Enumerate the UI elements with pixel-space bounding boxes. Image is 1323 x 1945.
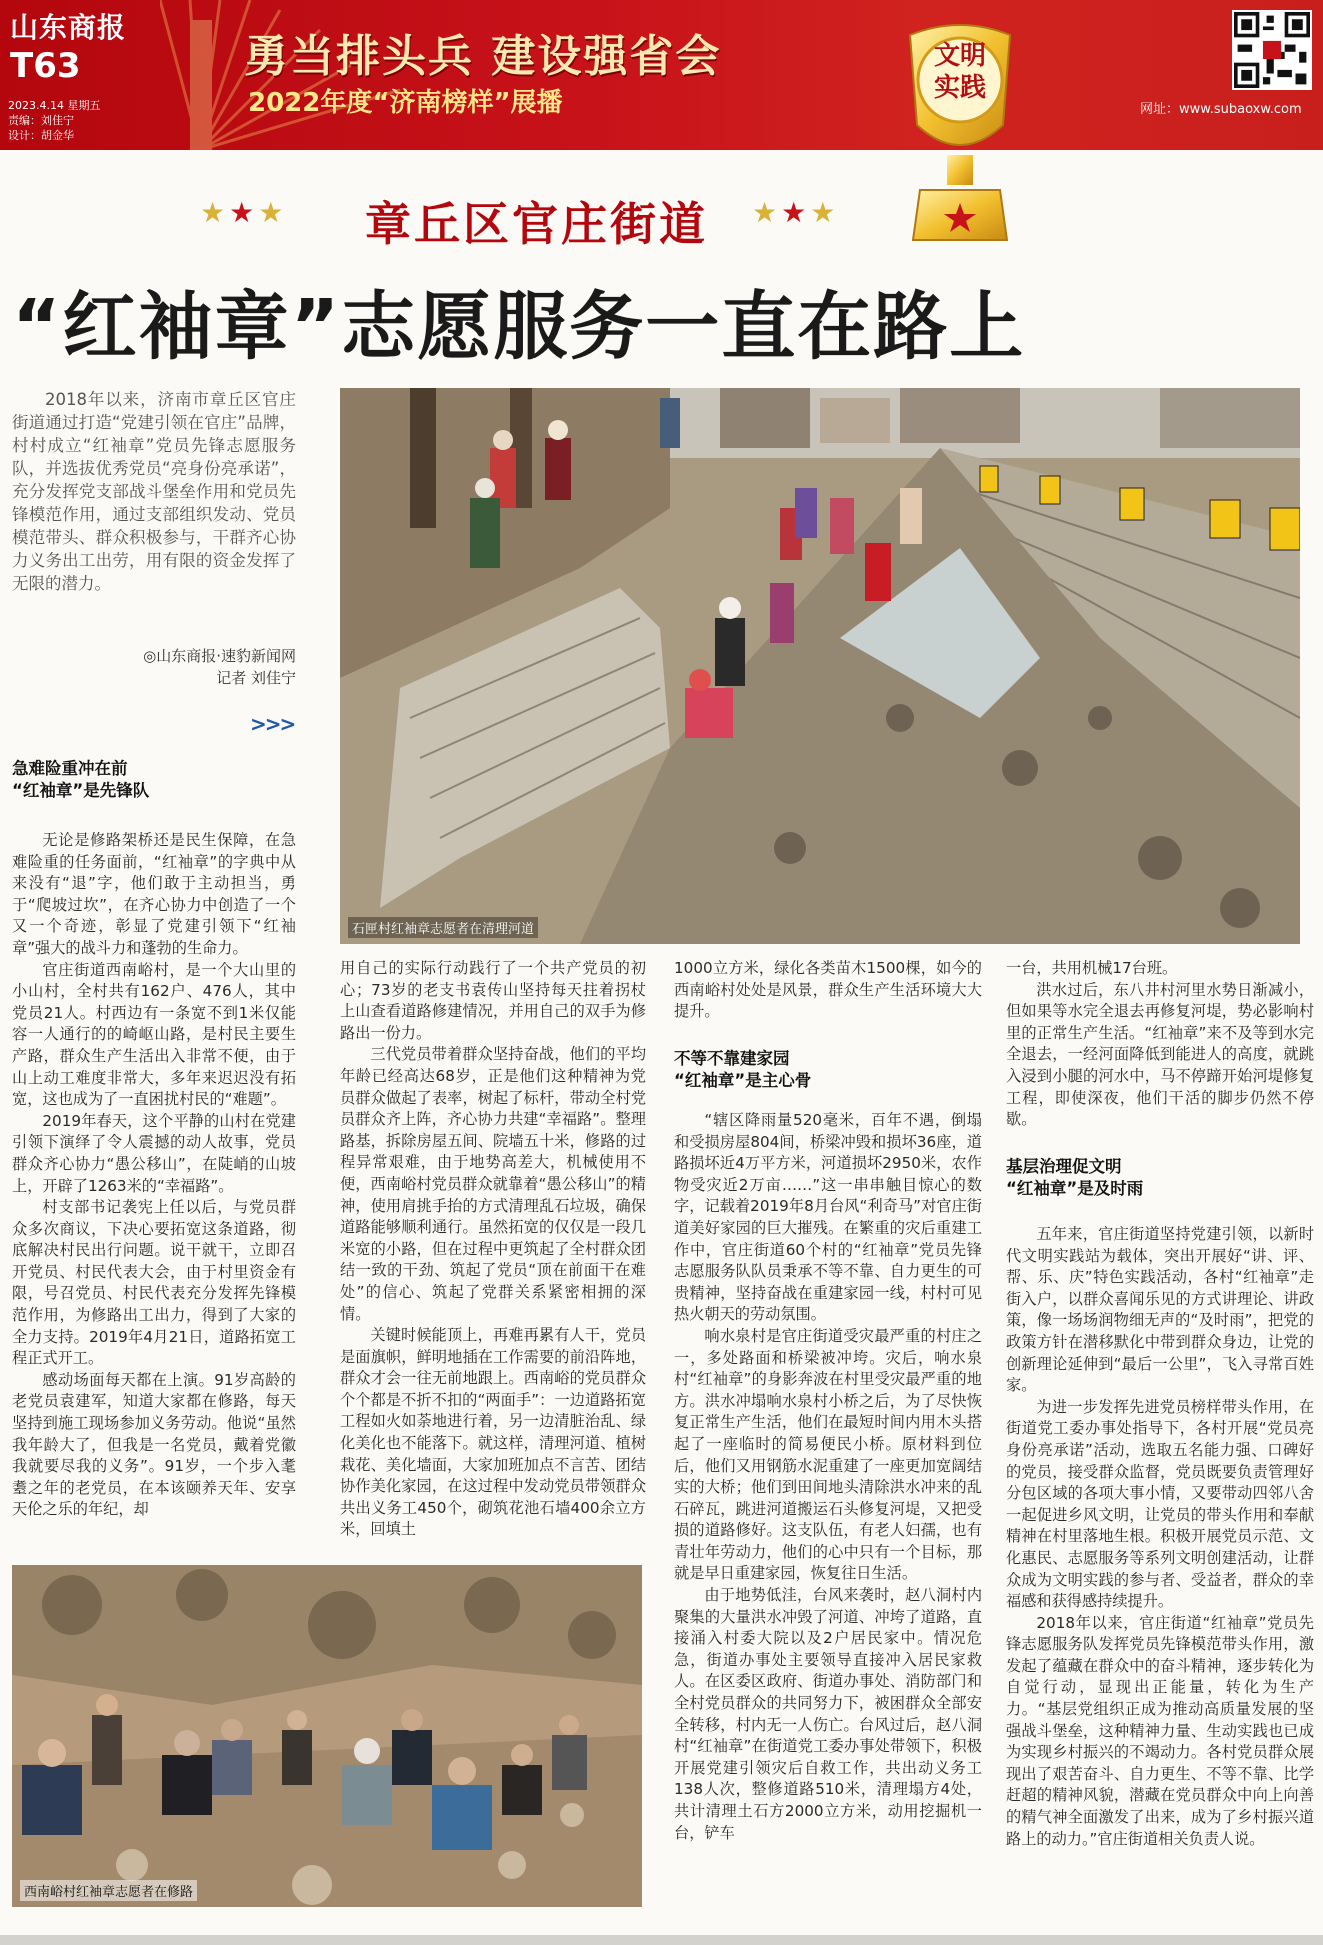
- byline-source: ◎山东商报·速豹新闻网: [143, 647, 296, 665]
- section-heading-1-line-2: “红袖章”是先锋队: [12, 781, 150, 800]
- column-4-text-continued: [1006, 1224, 1314, 1850]
- road-building-photo: [12, 1565, 642, 1907]
- byline: [12, 645, 296, 689]
- column-4-text: [1006, 958, 1314, 1131]
- paragraph: 感动场面每天都在上演。91岁高龄的老党员袁建军，知道大家都在修路，每天坚持到施工现场参加义务劳动。他说“虽然我年龄大了，但我是一名党员，戴着党徽我就要尽我的义务”。91岁，一个步入耄耋之年的老党员，在本该颐养天年、安享天伦之乐的年纪，却: [12, 1370, 296, 1519]
- lead-paragraph: [12, 388, 296, 595]
- page-bottom-border: [0, 1935, 1323, 1945]
- section-heading-1-line-1: 急难险重冲在前: [12, 759, 128, 778]
- bottom-photo-caption: 西南峪村红袖章志愿者在修路: [20, 1880, 197, 1901]
- section-heading-3-line-2: “红袖章”是及时雨: [1006, 1179, 1144, 1198]
- headline: “红袖章”志愿服务一直在路上: [12, 284, 1026, 370]
- editor-credit: 责编：刘佳宁: [8, 114, 74, 127]
- paragraph: 1000立方米，绿化各类苗木1500棵，如今的西南峪村处处是风景，群众生产生活环境大大提升。: [674, 959, 982, 1021]
- column-2-text: [340, 958, 646, 1541]
- page-number: T63: [10, 46, 81, 86]
- paragraph: 响水泉村是官庄街道受灾最严重的村庄之一，多处路面和桥梁被冲垮。灾后，响水泉村“红袖章”的身影奔波在村里受灾最严重的地方。洪水冲塌响水泉村小桥之后，为了尽快恢复正常生产生活，他们在最短时间内用木头搭起了一座临时的简易便民小桥。原材料到位后，他们又用钢筋水泥重建了一座更加宽阔结实的大桥；他们到田间地头清除洪水冲来的乱石碎瓦，跳进河道搬运石头修复河堤，又把受损的道路修好。这支队伍，有老人妇孺，也有青壮年劳动力，他们的心中只有一个目标，那就是早日重建家园，恢复往日生活。: [674, 1326, 982, 1583]
- section-title: 章丘区官庄街道: [365, 197, 708, 251]
- byline-reporter: 记者 刘佳宁: [216, 669, 296, 687]
- paragraph: 无论是修路架桥还是民生保障，在急难险重的任务面前，“红袖章”的字典中从来没有“退”字，他们敢于主动担当，勇于“爬坡过坎”，在齐心协力中创造了一个又一个奇迹，彰显了党建引领下“红袖章”强大的战斗力和蓬勃的生命力。: [12, 831, 296, 957]
- decorative-stars-right: ★★★: [752, 196, 840, 229]
- website-link[interactable]: 网址：www.subaoxw.com: [1140, 102, 1302, 117]
- paragraph: 一台，共用机械17台班。: [1006, 959, 1178, 977]
- paragraph: 由于地势低洼，台风来袭时，赵八洞村内聚集的大量洪水冲毁了河道、冲垮了道路，直接涌入村委大院以及2户居民家中。情况危急，街道办事处主要领导直接冲入居民家救人。在区委区政府、街道办事处、消防部门和全村党员群众的共同努力下，被困群众全部安全转移，村内无一人伤亡。台风过后，赵八洞村“红袖章”在街道党工委办事处带领下，积极开展党建引领灾后自救工作，共出动义务工138人次，整修道路510米，清理塌方4处，共计清理土石方2000立方米，动用挖掘机一台，铲车: [674, 1586, 982, 1842]
- badge-line-1: 文明: [933, 41, 986, 71]
- paragraph: 三代党员带着群众坚持奋战，他们的平均年龄已经高达68岁，正是他们这种精神为党员群众做起了表率，树起了标杆，带动全村党员群众齐上阵，齐心协力共建“幸福路”。整理路基，拆除房屋五间、院墙五十米，修路的过程异常艰难，由于地势高差大，机械使用不便，西南峪村党员群众就靠着“愚公移山”的精神，使用肩挑手抬的方式清理乱石垃圾，确保道路能够顺利通行。虽然拓宽的仅仅是一段几米宽的小路，但在过程中更筑起了全村群众团结一致的干劲、筑起了党员“顶在前面干在难处”的信心、筑起了党群关系紧密相拥的深情。: [340, 1045, 646, 1323]
- column-3-text-continued: [674, 1110, 982, 1844]
- designer-credit: 设计：胡金华: [8, 129, 74, 142]
- section-heading-2-line-2: “红袖章”是主心骨: [674, 1071, 812, 1090]
- paragraph: 官庄街道西南峪村，是一个大山里的小山村，全村共有162户、476人，其中党员21人。村西边有一条宽不到1米仅能容一人通行的的崎岖山路，是村民主要生产路，群众生产生活出入非常不便，由于山上动工难度非常大，多年来迟迟没有拓宽，这也成为了一直困扰村民的“难题”。: [12, 960, 296, 1109]
- paragraph: 2019年春天，这个平静的山村在党建引领下演绎了令人震撼的动人故事，党员群众齐心协力“愚公移山”，在陡峭的山坡上，开辟了1263米的“幸福路”。: [12, 1111, 296, 1195]
- issue-meta: [8, 98, 100, 143]
- paragraph: “辖区降雨量520毫米，百年不遇，倒塌和受损房屋804间，桥梁冲毁和损坏36座，道路损坏近4万平方米，河道损坏2950米，农作物受灾近2万亩……”这一串串触目惊心的数字，记载着2019年8月台风“利奇马”对官庄街道美好家园的巨大摧残。在繁重的灾后重建工作中，官庄街道60个村的“红袖章”党员先锋志愿服务队队员秉承不等不靠、自力更生的可贵精神，坚持奋战在重建家园一线，村村可见热火朝天的劳动氛围。: [674, 1111, 982, 1324]
- paragraph: 为进一步发挥先进党员榜样带头作用，在街道党工委办事处指导下，各村开展“党员亮身份亮承诺”活动，选取五名能力强、口碑好的党员，接受群众监督，党员既要负责管理好分包区域的各项大事小情，又要带动四邻八舍一起促进乡风文明，让党员的带头作用和奉献精神在村里落地生根。积极开展党员示范、文化惠民、志愿服务等系列文明创建活动，让群众成为文明实践的参与者、受益者，群众的幸福感和获得感持续提升。: [1006, 1397, 1314, 1611]
- paragraph: 用自己的实际行动践行了一个共产党员的初心；73岁的老支书袁传山坚持每天拄着拐杖上山查看道路修建情况，并用自己的双手为修路出一份力。: [340, 959, 646, 1042]
- slogan: 勇当排头兵 建设强省会: [244, 31, 722, 82]
- badge-text: [920, 40, 1000, 104]
- section-heading-3-line-1: 基层治理促文明: [1006, 1157, 1122, 1176]
- section-heading-2-line-1: 不等不靠建家园: [674, 1049, 790, 1068]
- lead-text: 2018年以来，济南市章丘区官庄街道通过打造“党建引领在官庄”品牌，村村成立“红袖章”党员先锋志愿服务队，并选拔优秀党员“亮身份亮承诺”，充分发挥党支部战斗堡垒作用和党员先锋模范作用，通过支部组织发动、党员模范带头、群众积极参与，干群齐心协力义务出工出劳，用有限的资金发挥了无限的潜力。: [12, 390, 296, 593]
- column-subtitle: 2022年度“济南榜样”展播: [248, 88, 563, 118]
- column-3-text: [674, 958, 982, 1023]
- section-heading-2: [674, 1048, 982, 1092]
- top-photo-caption: 石匣村红袖章志愿者在清理河道: [348, 917, 538, 938]
- decorative-stars-left: ★★★: [200, 196, 288, 229]
- river-cleanup-photo: [340, 388, 1300, 944]
- newspaper-name: 山东商报: [10, 11, 127, 44]
- continue-arrows-icon: >>>: [250, 712, 295, 736]
- paragraph: 2018年以来，官庄街道“红袖章”党员先锋志愿服务队发挥党员先锋模范带头作用，激发起了蕴藏在群众中的奋斗精神，逐步转化为自觉行动，显现出正能量，转化为生产力。“基层党组织正成为推动高质量发展的坚强战斗堡垒，这种精神力量、生动实践也已成为实现乡村振兴的不竭动力。各村党员群众展现出了艰苦奋斗、自力更生、不等不靠、比学赶超的精神风貌，潜藏在党员群众中向上向善的精气神全面激发了出来，成为了乡村振兴道路上的动力。”官庄街道相关负责人说。: [1006, 1613, 1314, 1848]
- paragraph: 关键时候能顶上，再难再累有人干，党员是面旗帜，鲜明地插在工作需要的前沿阵地，群众才会一往无前地跟上。西南峪的党员群众个个都是不折不扣的“两面手”：一边道路拓宽工程如火如荼地进行着，另一边清脏治乱、绿化美化也不能落下。就这样，清理河道、植树栽花、美化墙面，大家加班加点不言苦、团结协作美化家园，在这过程中发动党员带领群众共出义务工450个，砌筑花池石墙400余立方米，回填土: [340, 1326, 646, 1539]
- paragraph: 村支部书记袭宪上任以后，与党员群众多次商议，下决心要拓宽这条道路，彻底解决村民出行问题。说干就干，立即召开党员、村民代表大会，由于村里资金有限，号召党员、村民代表充分发挥先锋模范作用，为修路出工出力，得到了大家的全力支持。2019年4月21日，道路拓宽工程正式开工。: [12, 1198, 296, 1368]
- issue-date: 2023.4.14 星期五: [8, 99, 101, 112]
- paragraph: 洪水过后，东八井村河里水势日渐减小，但如果等水完全退去再修复河堤，势必影响村里的正常生产生活。“红袖章”来不及等到水完全退去，一经河面降低到能进人的高度，就跳入浸到小腿的河水中，马不停蹄开始河堤修复工程，即使深夜，他们干活的脚步仍然不停歇。: [1006, 980, 1314, 1129]
- column-1-text: [12, 830, 296, 1521]
- paragraph: 五年来，官庄街道坚持党建引领，以新时代文明实践站为载体，突出开展好“讲、评、帮、乐、庆”特色实践活动，各村“红袖章”走街入户，以群众喜闻乐见的方式讲理论、讲政策，像一场场润物细无声的“及时雨”，把党的政策方针在潜移默化中带到群众身边，让党的创新理论延伸到“最后一公里”，飞入寻常百姓家。: [1006, 1225, 1314, 1395]
- bottom-photo: [12, 1565, 642, 1907]
- qr-code-icon[interactable]: [1232, 10, 1312, 90]
- section-heading-1: [12, 758, 296, 802]
- top-photo: [340, 388, 1300, 944]
- masthead: [0, 0, 1323, 150]
- section-heading-3: [1006, 1156, 1314, 1200]
- badge-line-2: 实践: [933, 73, 986, 103]
